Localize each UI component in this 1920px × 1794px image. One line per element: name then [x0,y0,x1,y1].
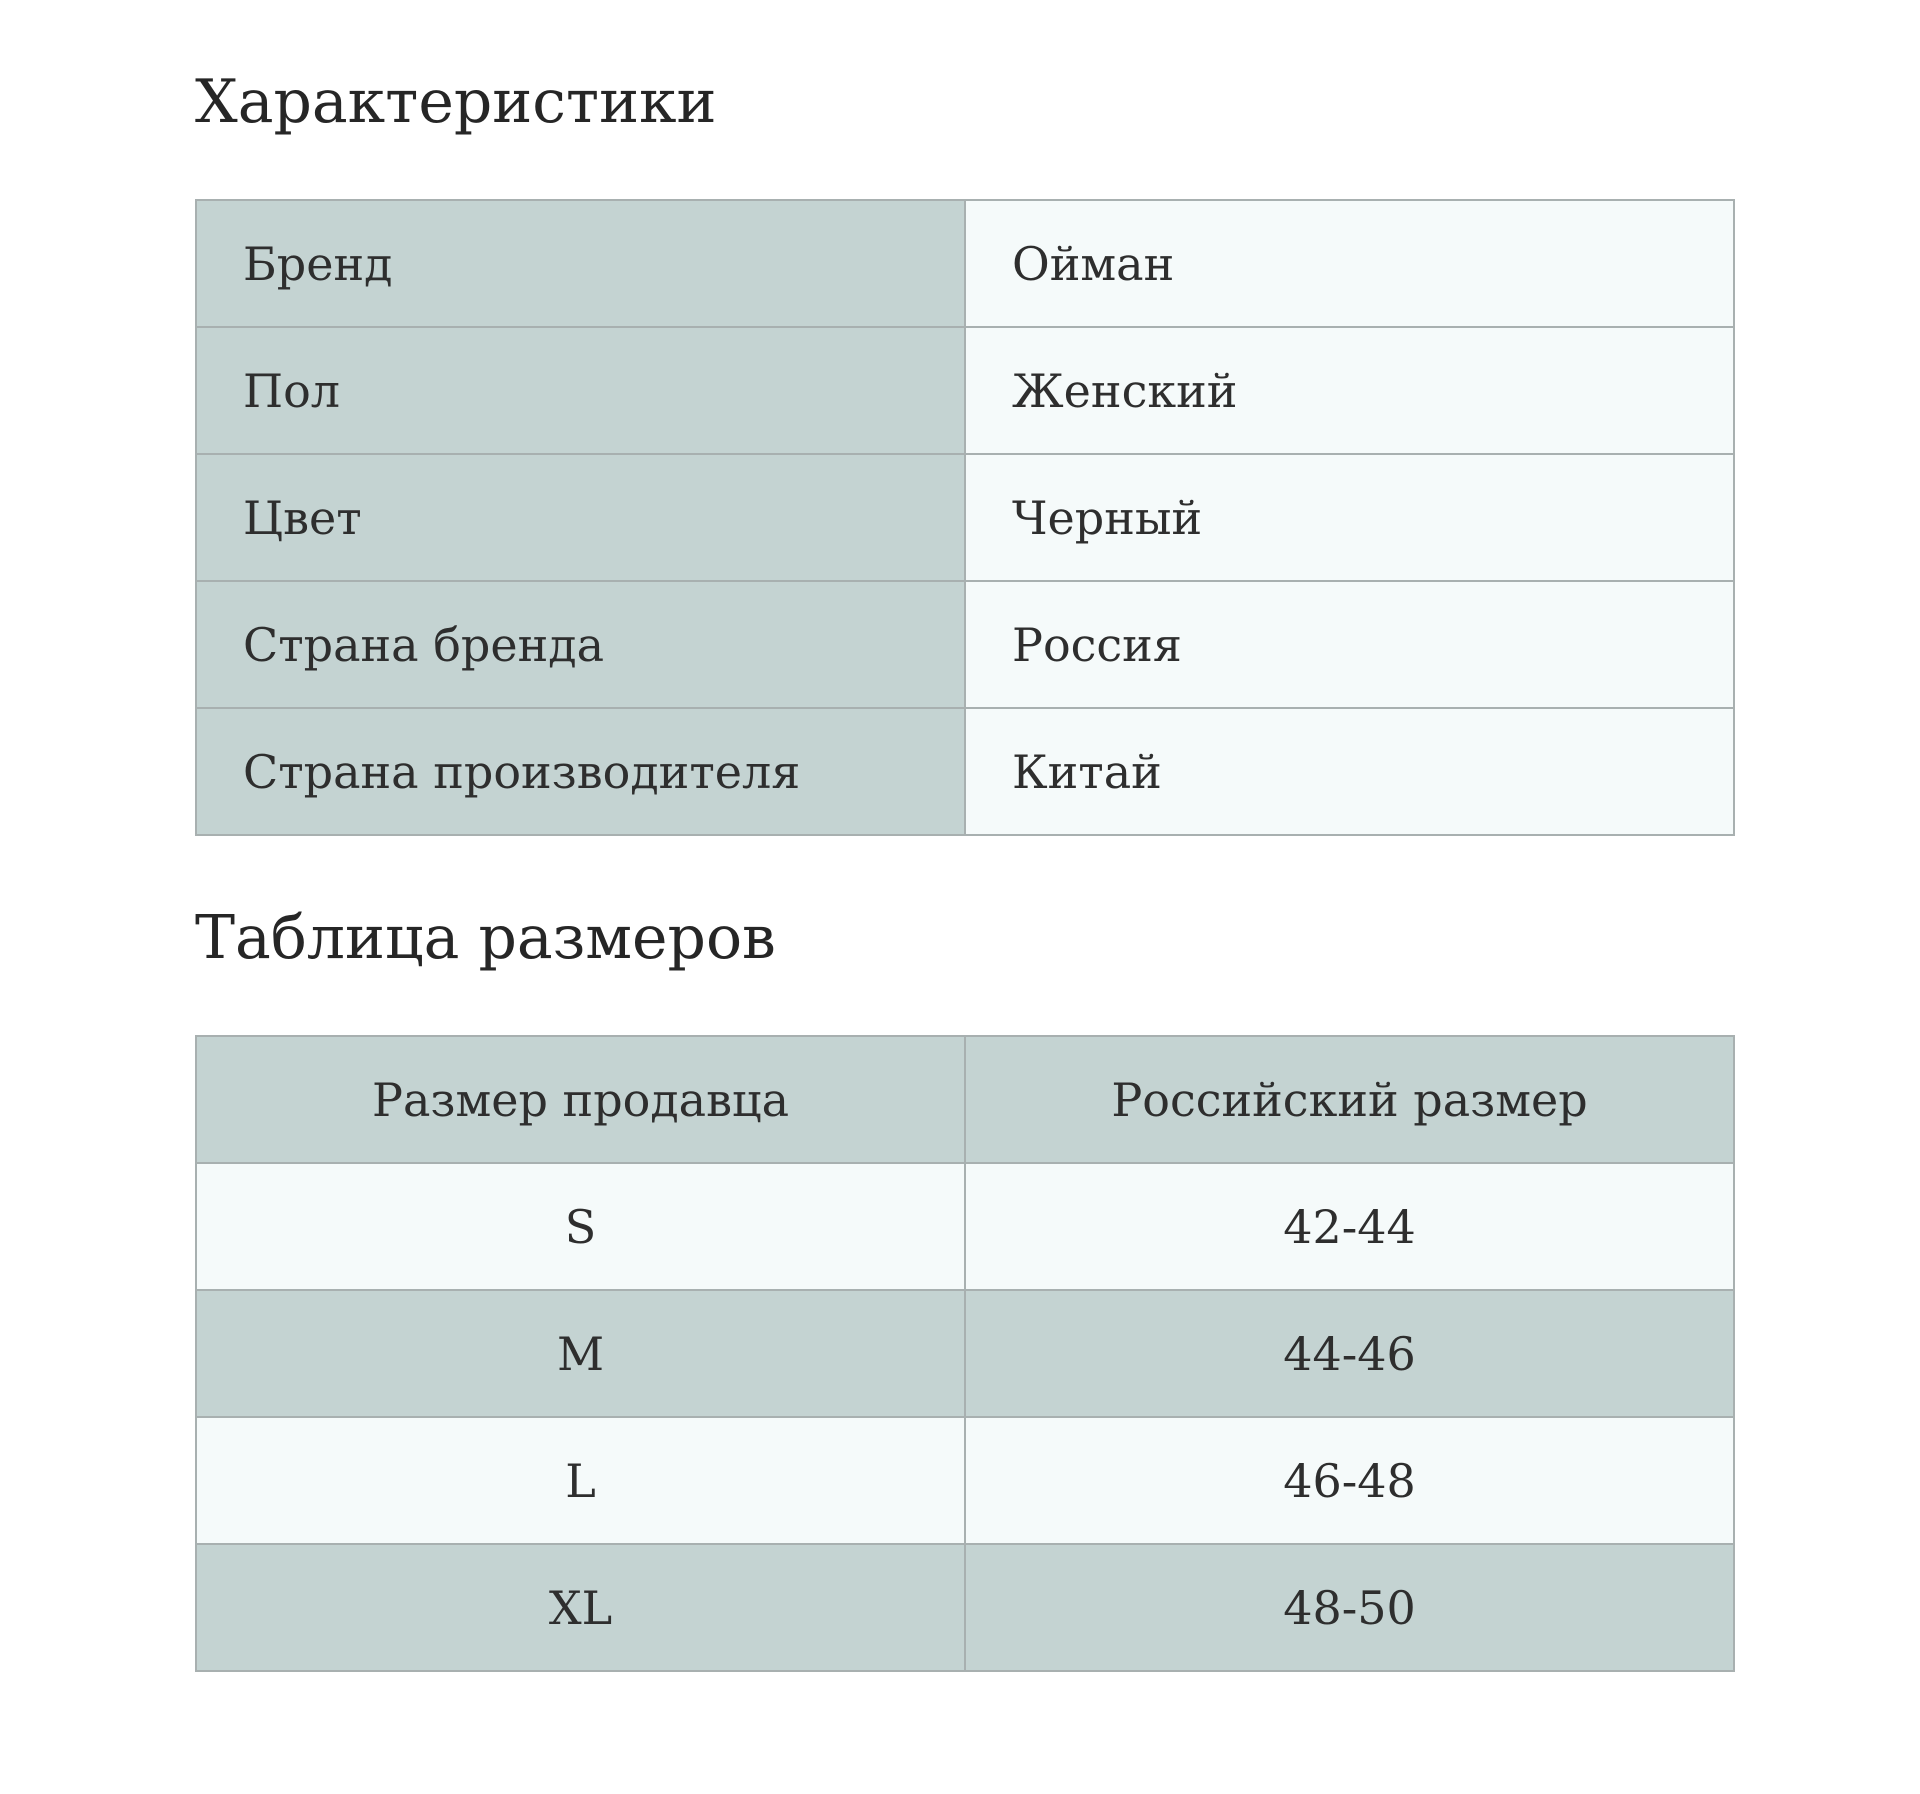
size-table-title: Таблица размеров [195,903,776,973]
russian-size-cell: 48-50 [965,1544,1734,1671]
seller-size-cell: S [196,1163,965,1290]
spec-value: Женский [965,327,1734,454]
specs-title: Характеристики [195,67,717,137]
table-row [196,454,1734,581]
spec-key: Пол [196,327,965,454]
table-row [196,1417,1734,1544]
table-header-row [196,1036,1734,1163]
column-header-seller-size: Размер продавца [196,1036,965,1163]
spec-value: Россия [965,581,1734,708]
table-row [196,708,1734,835]
table-row [196,1290,1734,1417]
spec-value: Черный [965,454,1734,581]
table-row [196,327,1734,454]
size-table [195,1035,1735,1672]
spec-key: Страна производителя [196,708,965,835]
seller-size-cell: XL [196,1544,965,1671]
spec-value: Китай [965,708,1734,835]
table-row [196,581,1734,708]
seller-size-cell: L [196,1417,965,1544]
column-header-russian-size: Российский размер [965,1036,1734,1163]
spec-key: Страна бренда [196,581,965,708]
russian-size-cell: 44-46 [965,1290,1734,1417]
table-row [196,200,1734,327]
table-row [196,1544,1734,1671]
spec-value: Ойман [965,200,1734,327]
russian-size-cell: 46-48 [965,1417,1734,1544]
seller-size-cell: M [196,1290,965,1417]
spec-key: Цвет [196,454,965,581]
spec-key: Бренд [196,200,965,327]
russian-size-cell: 42-44 [965,1163,1734,1290]
table-row [196,1163,1734,1290]
specs-table [195,199,1735,836]
